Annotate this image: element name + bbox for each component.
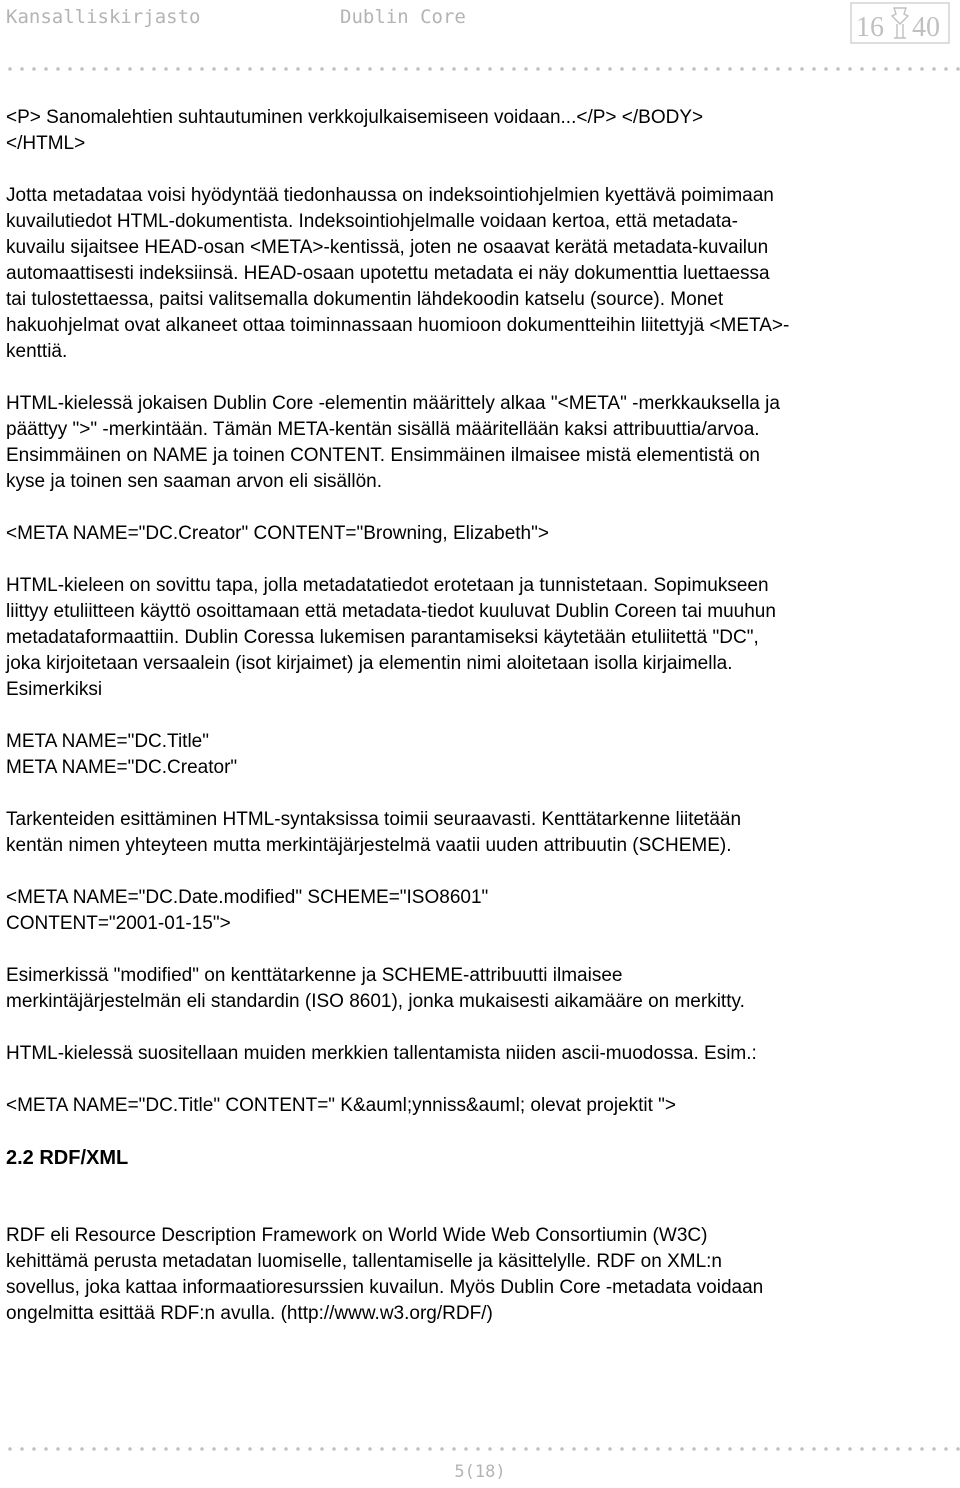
header-document-title: Dublin Core [340,6,466,28]
header-dotted-divider [0,66,960,72]
logo-1640-emblem [850,2,950,44]
page-header [0,0,960,60]
paragraph-indexing: Jotta metadataa voisi hyödyntää tiedonhaussa on indeksointiohjelmien kyettävä poimimaan kuvailutiedot HTML-dokumentista. Indeksointiohjelmalle voidaan kertoa, että metadata- kuvailu sijaitsee HEAD-osan <META>-kentissä, joten ne osaavat kerätä metadata-kuvailun automaattisesti indeksiinsä. HEAD-osaan upotettu metadata ei näy dokumenttia luettaessa tai tulostettaessa, paitsi valitsemalla dokumentin lähdekoodin katselu (source). Monet hakuohjelmat ovat alkaneet ottaa toiminnassaan huomioon dokumentteihin liitettyjä <META>- kenttiä. [6,185,790,362]
paragraph-ascii-example: <META NAME="DC.Title" CONTENT=" K&auml;ynniss&auml; olevat projektit "> [6,1095,677,1116]
paragraph-meta-name-examples: META NAME="DC.Title" META NAME="DC.Creator" [6,731,238,778]
page-number: 5(18) [454,1462,506,1482]
paragraph-ascii-recommendation: HTML-kielessä suositellaan muiden merkkien tallentamista niiden ascii-muodossa. Esim.: [6,1043,757,1064]
header-organization: Kansalliskirjasto [6,6,201,28]
footer-dotted-divider [0,1446,960,1452]
paragraph-dc-prefix: HTML-kieleen on sovittu tapa, jolla metadatatiedot erotetaan ja tunnistetaan. Sopimukseen liittyy etuliitteen käyttö osoittamaan että metadata-tiedot kuuluvat Dublin Coreen tai muuhun metadataformaattiin. Dublin Coressa lukemisen parantamiseksi käytetään etuliitettä "DC", joka kirjoitetaan versaalein (isot kirjaimet) ja elementin nimi aloitetaan isolla kirjaimella. Esimerkiksi [6,575,776,700]
paragraph-meta-creator-example: <META NAME="DC.Creator" CONTENT="Browning, Elizabeth"> [6,523,549,544]
section-heading: 2.2 RDF/XML [6,1147,129,1169]
logo-year-right: 40 [912,12,940,43]
paragraph-rdf: RDF eli Resource Description Framework on World Wide Web Consortiumin (W3C) kehittämä perusta metadatan luomiselle, tallentamiselle ja käsittelylle. RDF on XML:n sovellus, joka kattaa informaatioresurssien kuvailun. Myös Dublin Core -metadata voidaan ongelmitta esittää RDF:n avulla. (http://www.w3.org/RDF/) [6,1225,764,1324]
paragraph-scheme-explanation: Esimerkissä "modified" on kenttätarkenne ja SCHEME-attribuutti ilmaisee merkintäjärjestelmän eli standardin (ISO 8601), jonka mukaisesti aikamääre on merkitty. [6,965,745,1012]
paragraph-meta-definition: HTML-kielessä jokaisen Dublin Core -elementin määrittely alkaa "<META" -merkkauksella ja päättyy ">" -merkintään. Tämän META-kentän sisällä määritellään kaksi attribuuttia/arvoa. Ensimmäinen on NAME ja toinen CONTENT. Ensimmäinen ilmaisee mistä elementistä on kyse ja toinen sen saaman arvon eli sisällön. [6,393,780,492]
document-body [6,105,956,1353]
logo-year-left: 16 [856,12,884,43]
paragraph-html-snippet: <P> Sanomalehtien suhtautuminen verkkojulkaisemiseen voidaan...</P> </BODY> </HTML> [6,107,704,154]
paragraph-qualifiers: Tarkenteiden esittäminen HTML-syntaksissa toimii seuraavasti. Kenttätarkenne liitetään kentän nimen yhteyteen mutta merkintäjärjestelmä vaatii uuden attribuutin (SCHEME). [6,809,742,856]
paragraph-date-modified-example: <META NAME="DC.Date.modified" SCHEME="ISO8601" CONTENT="2001-01-15"> [6,887,489,934]
